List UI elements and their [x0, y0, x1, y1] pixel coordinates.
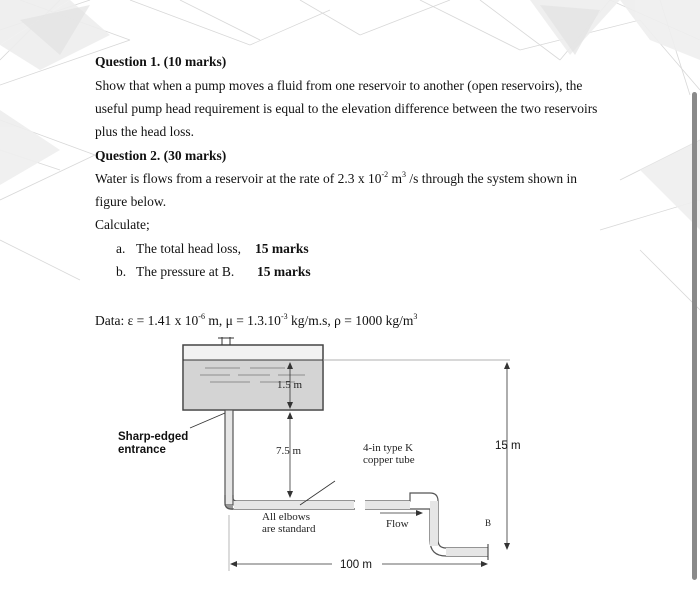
- list-item-a-text: The total head loss,: [136, 241, 241, 256]
- list-item-a-marks: 15 marks: [255, 241, 309, 256]
- label-sharp-edged: Sharp-edged: [118, 431, 189, 443]
- label-point-b: B: [485, 518, 492, 528]
- pipe-system-figure: [110, 335, 530, 580]
- dimension-15m: [504, 362, 510, 550]
- label-1-5m: 1.5 m: [277, 379, 303, 391]
- list-item-b-text: The pressure at B.: [136, 264, 235, 279]
- label-copper-tube: copper tube: [363, 454, 415, 466]
- question-2-line-2: figure below.: [95, 194, 167, 209]
- label-4-in-type-k: 4-in type K: [363, 442, 414, 454]
- question-1-line-3: plus the head loss.: [95, 124, 194, 139]
- reservoir: [183, 337, 323, 410]
- list-marker-a: a.: [116, 241, 126, 256]
- list-marker-b: b.: [116, 264, 127, 279]
- question-2-line-1: Water is flows from a reservoir at the rate of 2.3 x $10^{-2}$ $m^3$ /s through the system shown in: [95, 170, 578, 186]
- label-flow: Flow: [386, 518, 409, 530]
- label-entrance: entrance: [118, 444, 166, 456]
- scrollbar[interactable]: [692, 92, 697, 580]
- question-1-line-2: useful pump head requirement is equal to the elevation difference between the two reservoirs: [95, 101, 598, 116]
- flow-arrow: [380, 510, 423, 516]
- vertical-pipe: [225, 410, 233, 510]
- data-line: Data: ε = 1.41 x $10^{-6}$ m, $\mu = 1.3.10^{-3}$ kg/m.s, ρ = 1000 $kg/m^3$: [95, 312, 418, 328]
- label-all-elbows: All elbows: [262, 511, 310, 523]
- question-2-title: Question 2. (30 marks): [95, 148, 227, 163]
- label-are-standard: are standard: [262, 523, 316, 535]
- label-7-5m: 7.5 m: [276, 445, 302, 457]
- question-1-line-1: Show that when a pump moves a fluid from one reservoir to another (open reservoirs), the: [95, 78, 583, 93]
- label-100m: 100 m: [340, 559, 372, 571]
- pointer-sharp-edged: [190, 413, 225, 428]
- label-15m: 15 m: [495, 440, 521, 452]
- list-item-b-marks: 15 marks: [257, 264, 311, 279]
- calculate-label: Calculate;: [95, 217, 150, 232]
- question-1-title: Question 1. (10 marks): [95, 54, 227, 69]
